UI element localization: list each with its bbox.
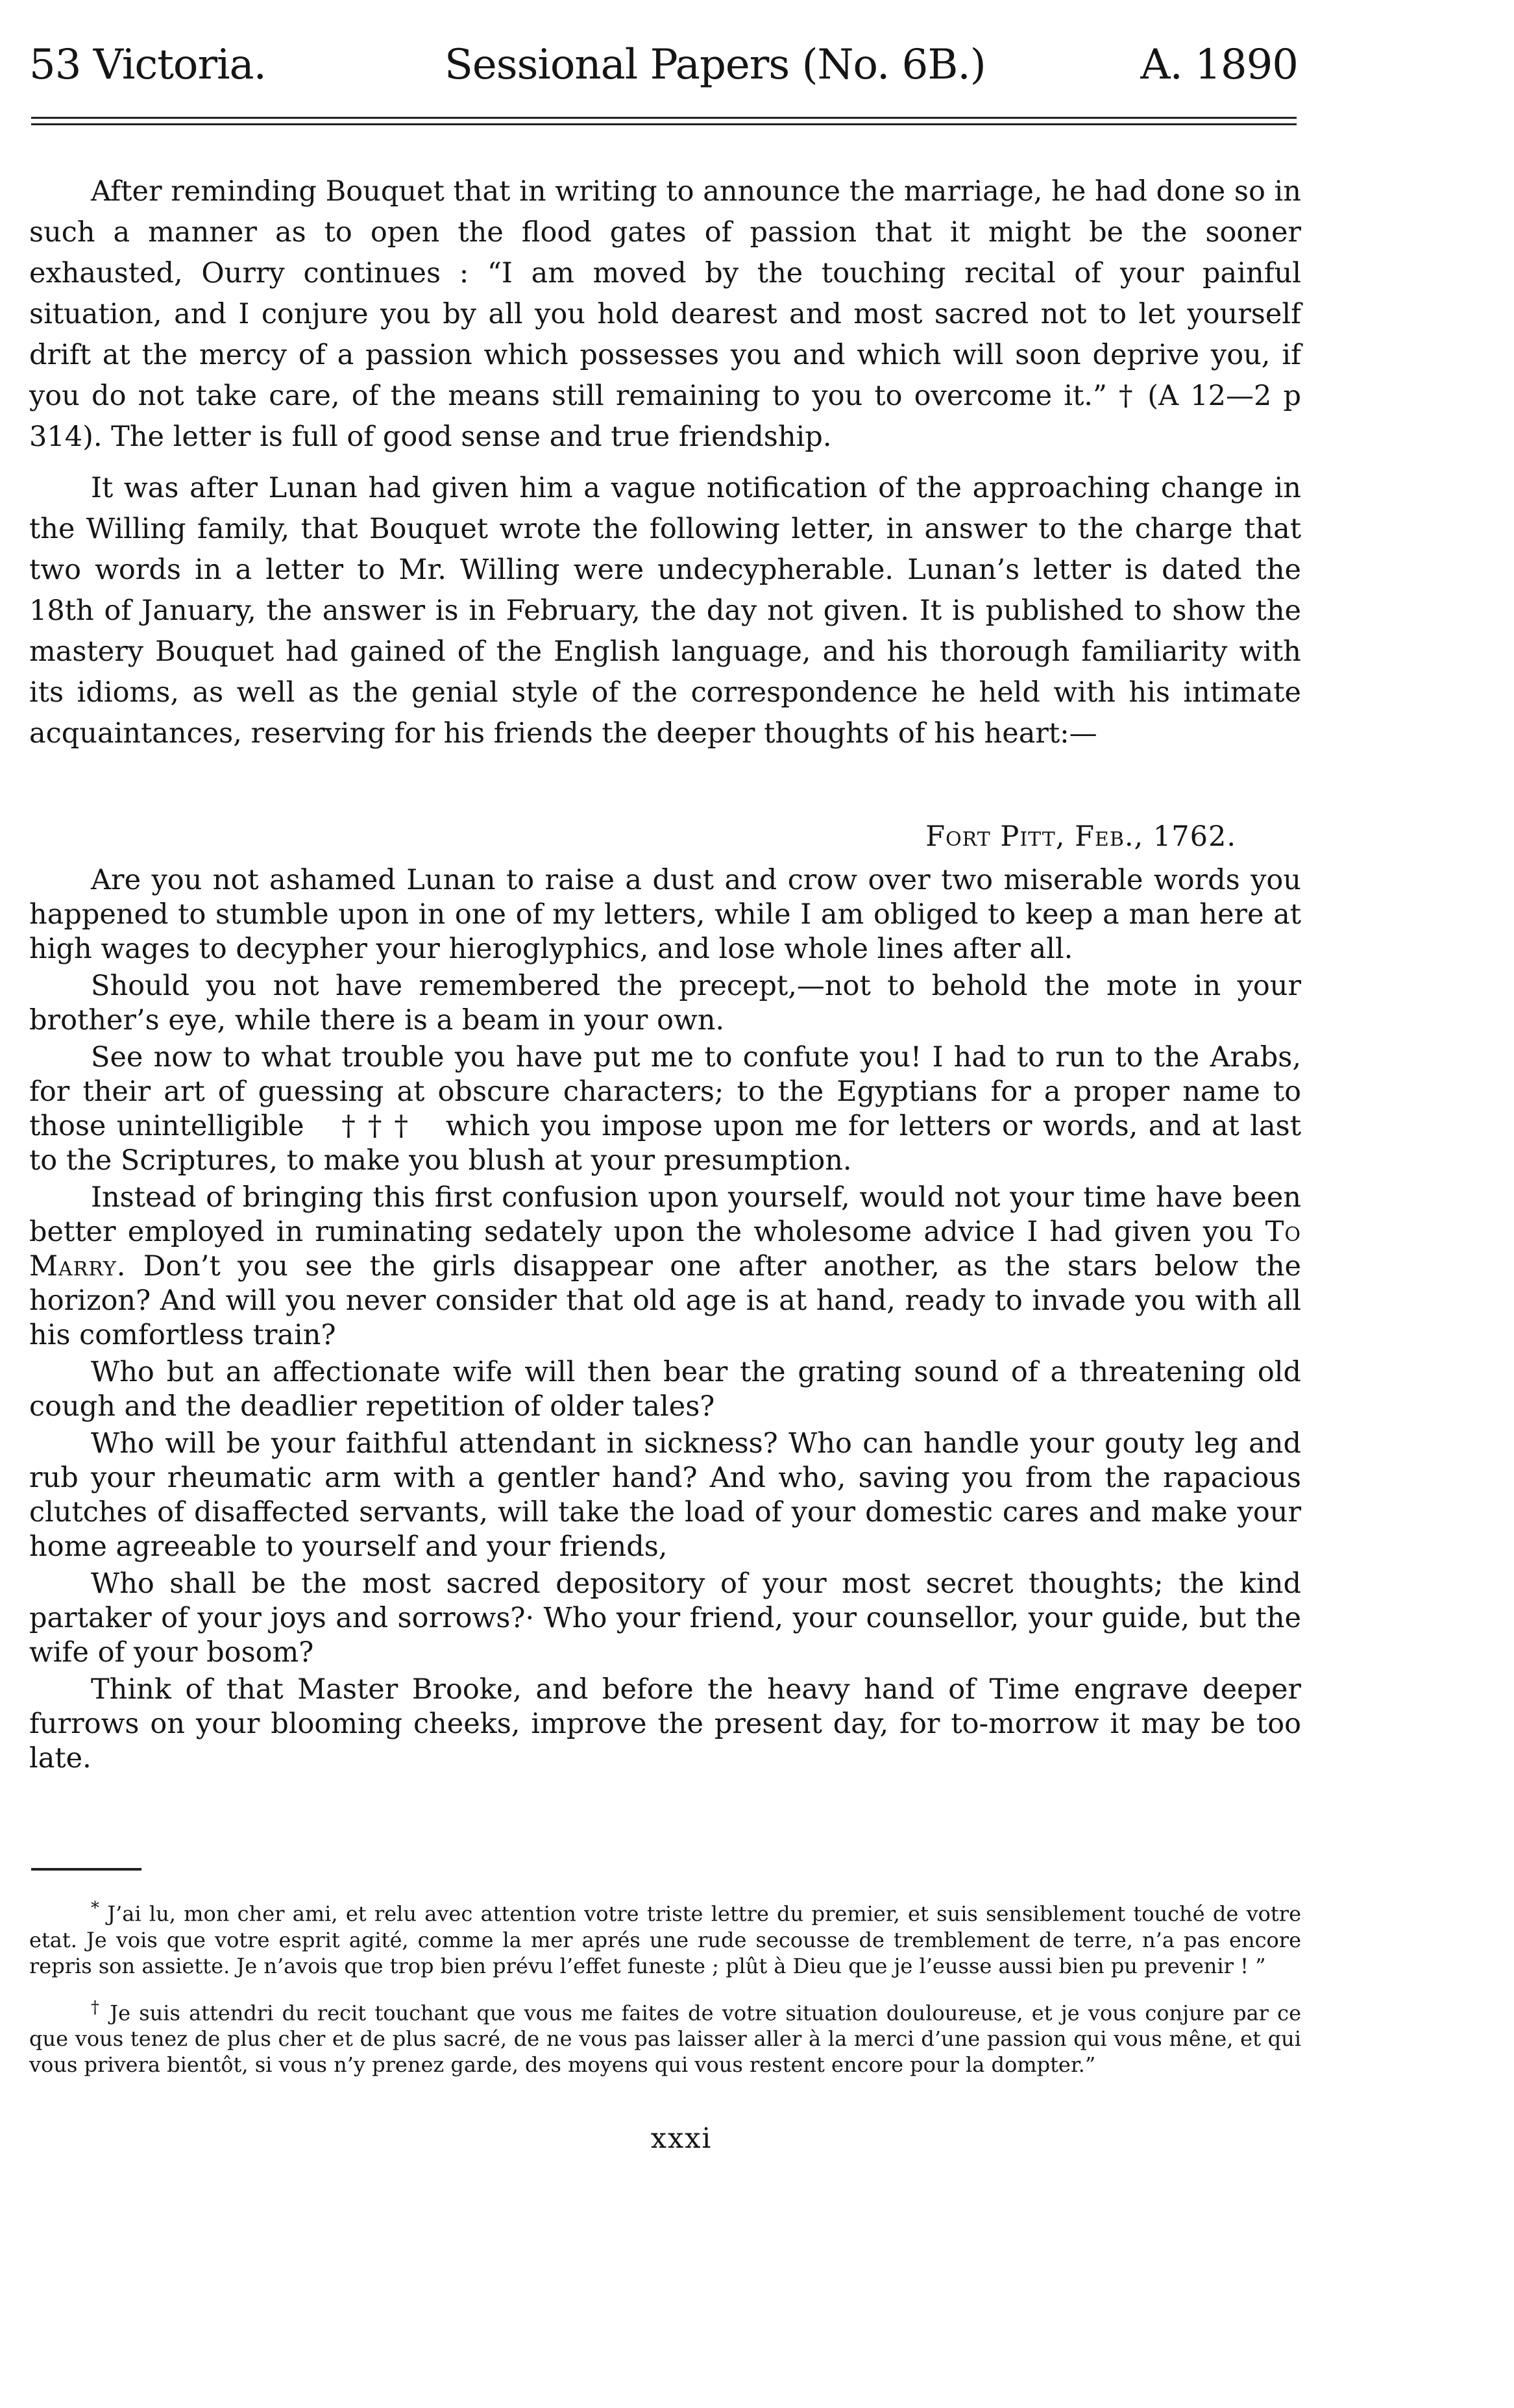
- footnotes: [29, 1895, 1301, 2093]
- footnote-text: J’ai lu, mon cher ami, et relu avec attention votre triste lettre du premier, et suis sensiblement touché de votre etat. Je vois que votre esprit agité, comme la mer aprés une rude secousse de tremblement de terre, n’a pas encore repris son assiette. Je n’avois que trop bien prévu l’effet funeste ; plût à Dieu que je l’eusse aussi bien pu prevenir ! ”: [29, 1901, 1301, 1978]
- running-header: [29, 34, 1298, 105]
- page-number: xxxi: [650, 2122, 713, 2155]
- letter-text: See now to what trouble you have put me to confute you! I had to run to the Arabs, for their art of guessing at obscure characters; to the Egyptians for a proper name to those unintelligible: [29, 1041, 1301, 1142]
- letter-paragraph: [29, 1181, 1301, 1353]
- header-rule-line: [31, 117, 1297, 119]
- letter-paragraph: Who but an affectionate wife will then bear the grating sound of a threatening old cough and the deadlier repetition of older tales?: [29, 1356, 1301, 1423]
- header-double-rule: [31, 117, 1297, 129]
- footnote-separator: [31, 1868, 141, 1871]
- body-paragraph: After reminding Bouquet that in writing to announce the marriage, he had done so in such a manner as to open the flood gates of passion that it might be the sooner exhausted, Ourry continues : “I am moved by the touching recital of your painful situation, and I conjure you by all you hold dearest and most sacred not to let yourself drift at the mercy of a passion which possesses you and which will soon deprive you, if you do not take care, of the means still remaining to you to overcome it.” † (A 12—2 p 314). The letter is full of good sense and true friendship.: [29, 175, 1301, 453]
- footnote-marker: *: [91, 1898, 99, 1918]
- dagger-marks: † † †: [339, 1110, 410, 1142]
- footnote: [29, 1995, 1301, 2078]
- footnote-marker: †: [91, 1997, 102, 2017]
- letter-text: which you impose upon me for letters or words, and at last to the Scriptures, to make you blush at your presumption.: [29, 1110, 1301, 1177]
- letter-text: Instead of bringing this first confusion upon yourself, would not your time have been better employed in ruminating sedately upon the wholesome advice I had given you: [29, 1181, 1301, 1248]
- letter-paragraph: [29, 1040, 1301, 1178]
- letter-body: [29, 863, 1301, 1778]
- body-paragraph: It was after Lunan had given him a vague notification of the approaching change in the Willing family, that Bouquet wrote the following letter, in answer to the charge that two words in a letter to Mr. Willing were undecypherable. Lunan’s letter is dated the 18th of January, the answer is in February, the day not given. It is published to show the mastery Bouquet had gained of the English language, and his thorough familiarity with its idioms, as well as the genial style of the correspondence he held with his intimate acquaintances, reserving for his friends the deeper thoughts of his heart:—: [29, 472, 1301, 750]
- header-rule-line: [31, 123, 1297, 125]
- letter-dateline: Fort Pitt, Feb., 1762.: [925, 820, 1236, 853]
- small-caps-phrase: To Marry.: [29, 1216, 1301, 1283]
- footnote-text: Je suis attendri du recit touchant que vous me faites de votre situation douloureuse, et je vous conjure par ce que vous tenez de plus cher et de plus sacré, de ne vous pas laisser aller à la merci d’une passion qui vous mêne, et qui vous privera bientôt, si vous n’y prenez garde, des moyens qui vous restent encore pour la dompter.”: [29, 2000, 1302, 2078]
- footnote: [29, 1895, 1301, 1979]
- letter-paragraph: Who will be your faithful attendant in sickness? Who can handle your gouty leg and rub your rheumatic arm with a gentler hand? And who, saving you from the rapacious clutches of disaffected servants, will take the load of your domestic cares and make your home agreeable to yourself and your friends,: [29, 1427, 1301, 1563]
- letter-paragraph: Should you not have remembered the precept,—not to behold the mote in your brother’s eye, while there is a beam in your own.: [29, 970, 1301, 1037]
- letter-paragraph: Think of that Master Brooke, and before the heavy hand of Time engrave deeper furrows on your blooming cheeks, improve the present day, for to-morrow it may be too late.: [29, 1673, 1301, 1775]
- header-title: Sessional Papers (No. 6B.): [445, 41, 986, 89]
- letter-text: Don’t you see the girls disappear one after another, as the stars below the horizon? And will you never consider that old age is at hand, ready to invade you with all his comfortless train?: [29, 1250, 1301, 1351]
- letter-paragraph: Who shall be the most sacred depository of your most secret thoughts; the kind partaker of your joys and sorrows?· Who your friend, your counsellor, your guide, but the wife of your bosom?: [29, 1567, 1301, 1669]
- letter-paragraph: Are you not ashamed Lunan to raise a dust and crow over two miserable words you happened to stumble upon in one of my letters, while I am obliged to keep a man here at high wages to decypher your hieroglyphics, and lose whole lines after all.: [29, 864, 1301, 965]
- body-text: [29, 171, 1301, 765]
- header-year: A. 1890: [1140, 41, 1298, 89]
- header-volume: 53 Victoria.: [29, 41, 266, 89]
